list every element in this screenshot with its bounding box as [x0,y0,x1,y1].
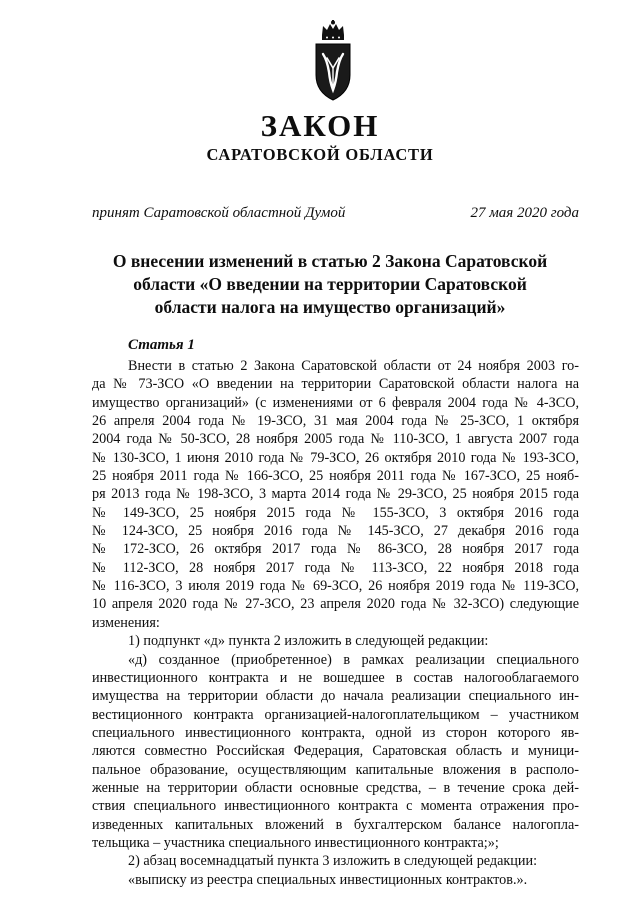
body-line: пальное образование, осуществляющим капитальные вложения в располо- [92,761,579,778]
body-line: 2) абзац восемнадцатый пункта 3 изложить в следующей редакции: [128,853,538,870]
adopted-date: 27 мая 2020 года [470,205,579,221]
article-label: Статья 1 [128,337,195,353]
body-line: изведенных капитальных вложений в бухгалтерском балансе налогопла- [92,816,579,833]
body-line: ляются совместно Российская Федерация, Саратовская область и муници- [92,743,579,760]
body-line: женные на территории области основные средства, – в течение срока дей- [92,779,579,796]
heading-line: О внесении изменений в статью 2 Закона Саратовской [112,251,548,271]
saratov-coat-of-arms-icon [313,20,353,102]
body-line: ствия специального инвестиционного контракта с момента отражения про- [92,798,579,815]
body-line: 10 апреля 2020 года № 27-ЗСО, 23 апреля 2020 года № 32-ЗСО) следующие [92,596,579,613]
body-line: ря 2013 года № 198-ЗСО, 3 марта 2014 года № 29-ЗСО, 25 ноября 2015 года [92,486,579,503]
body-line: имущества на территории области до начала реализации специального ин- [92,688,579,705]
body-line: 26 апреля 2004 года № 19-ЗСО, 31 мая 2004 года № 25-ЗСО, 1 октября [92,413,579,430]
body-line: имущество организаций» (с изменениями от 6 февраля 2004 года № 4-ЗСО, [92,394,579,411]
body-line: «д) созданное (приобретенное) в рамках реализации специального [128,651,579,668]
body-line: № 130-ЗСО, 1 июня 2010 года № 79-ЗСО, 26 октября 2010 года № 193-ЗСО, [92,449,579,466]
body-line: «выписку из реестра специальных инвестиционных контрактов.». [128,871,528,888]
body-line: Внести в статью 2 Закона Саратовской области от 24 ноября 2003 го- [128,358,579,374]
heading-line: области «О введении на территории Саратовской [133,274,527,294]
article-body [92,357,579,889]
body-line: 2004 года № 50-ЗСО, 28 ноября 2005 года № 110-ЗСО, 1 августа 2007 года [92,431,579,448]
body-line: да № 73-ЗСО «О введении на территории Саратовской области налога на [92,376,579,393]
law-heading [60,250,600,319]
body-line: изменения: [92,614,160,631]
body-line: специального инвестиционного контракта, одной из сторон которого яв- [92,724,579,741]
body-line: 1) подпункт «д» пункта 2 изложить в следующей редакции: [128,633,489,650]
document-title: ЗАКОН [260,108,380,143]
document-subtitle: САРАТОВСКОЙ ОБЛАСТИ [206,145,434,164]
body-line: инвестиционного контракта и не вошедшее в состав налогооблагаемого [92,669,579,686]
body-line: № 116-ЗСО, 3 июля 2019 года № 69-ЗСО, 26 ноября 2019 года № 119-ЗСО, [92,578,579,595]
heading-line: области налога на имущество организаций» [154,297,506,317]
body-line: № 124-ЗСО, 25 ноября 2016 года № 145-ЗСО, 27 декабря 2016 года [92,523,579,540]
body-line: вестиционного контракта организацией-налогоплательщиком – участником [92,706,579,723]
body-line: № 112-ЗСО, 28 ноября 2017 года № 113-ЗСО, 22 ноября 2018 года [92,559,579,576]
adoption-line [92,205,579,225]
body-line: 25 ноября 2011 года № 166-ЗСО, 25 ноября 2011 года № 167-ЗСО, 25 нояб- [92,468,579,485]
body-line: тельщика – участника специального инвестиционного контракта;»; [92,834,499,851]
body-line: № 149-ЗСО, 25 ноября 2015 года № 155-ЗСО, 3 октября 2016 года [92,504,579,521]
adopted-by: принят Саратовской областной Думой [92,205,346,221]
body-line: № 172-ЗСО, 26 октября 2017 года № 86-ЗСО, 28 ноября 2017 года [92,541,579,558]
